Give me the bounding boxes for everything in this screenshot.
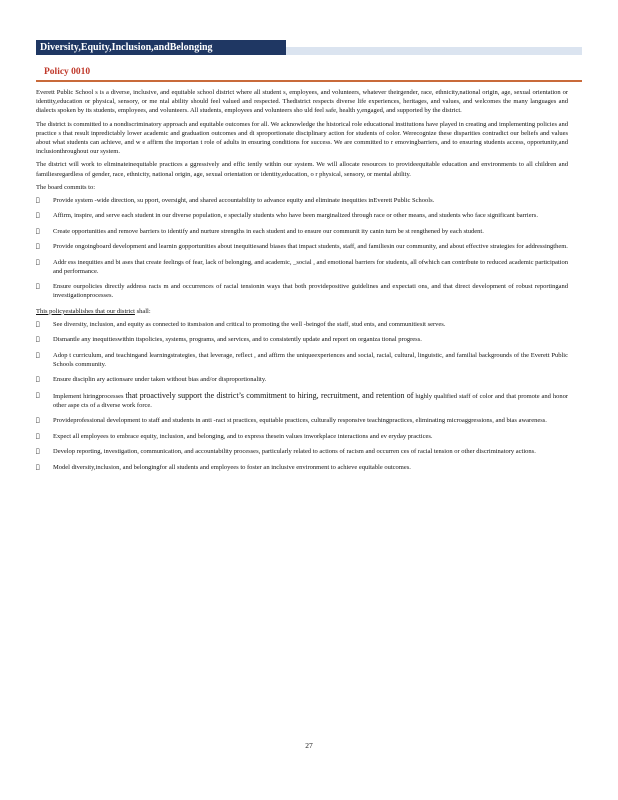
bullet-icon	[36, 447, 53, 456]
list-item: Adop t curriculum, and teachingand learningstrategies, that leverage, reflect , and affirm the uniqueexperiences and social, racial, cultural, linguistic, and familial backgrounds of the Everett Public Schools community.	[36, 351, 568, 369]
policy-body	[36, 88, 568, 478]
list-item: Dismantle any inequitieswithin itspolicies, systems, programs, and services, and to consistently update and report on organiza tional progress.	[36, 335, 568, 344]
list-item: Provide ongoingboard development and learnin gopportunities about inequitiesand biases that impact students, staff, and familiesin our community, and about effective strategies for addressingthem.	[36, 242, 568, 251]
page-number: 27	[305, 741, 313, 750]
list-item: Provideprofessional development to staff and students in anti -raci st practices, equitable practices, culturally responsive teachingpractices, eliminating microaggressions, and bias awareness.	[36, 416, 568, 425]
section-title: Diversity,Equity,Inclusion,andBelonging	[36, 40, 286, 55]
bullet-icon	[36, 258, 53, 276]
bullet-icon	[36, 416, 53, 425]
list-item: See diversity, inclusion, and equity as connected to itsmission and critical to promoting the well -beingof the staff, stud ents, and communitiesit serves.	[36, 320, 568, 329]
bullet-icon	[36, 282, 53, 300]
bullet-icon	[36, 432, 53, 441]
bullet-icon	[36, 463, 53, 472]
bullet-icon	[36, 375, 53, 384]
paragraph-eliminate: The district will work to eliminateinequitable practices a ggressively and effic iently within our system. We will allocate resources to provideequitable education and environments to all children and familiesregardless of gender, race, ethnicity, national origin, age, sexual orientation or identity,education, o r physical, sensory, or mental ability.	[36, 161, 568, 178]
bullet-icon	[36, 335, 53, 344]
bullet-icon	[36, 242, 53, 251]
title-rule	[286, 47, 582, 55]
paragraph-intro: Everett Public School s is a diverse, inclusive, and equitable school district where all student s, employees, and volunteers, whatever theirgender, race, ethnicity,national origin, age, sexual orientation or identity,education or physical, sensory, or me ntal ability should feel valued and respected. Thedistrict respects diverse life experiences, heritages, and values, and welcomes the many languages and dialects spoken by its students, employees, and volunteers. All students, employees and volunteers sho uld feel safe, health y,engaged, and supported by the district.	[36, 89, 568, 115]
bullet-icon	[36, 391, 53, 410]
list-item: Model diversity,inclusion, and belongingfor all students and employees to foster an inclusive environment to achieve equitable outcomes.	[36, 463, 568, 472]
list-item: Develop reporting, investigation, communication, and accountability processes, particularly related to actions of racism and occurren ces of racial tension or other discriminatory actions.	[36, 447, 568, 456]
paragraph-policy-establishes: This policyestablishes that our district shall:	[36, 307, 151, 315]
list-item: Addr ess inequities and bi ases that create feelings of fear, lack of belonging, and academic, _social , and emotional barriers for students, all ofwhich can contribute to reduced academic participation and performance.	[36, 258, 568, 276]
list-item: Provide system -wide direction, su pport, oversight, and shared accountability to advance equity and eliminate inequities inEverett Public Schools.	[36, 196, 568, 205]
list-item: Ensure ourpolicies directly address racis m and occurrences of racial tensionin ways that both providepositive guidelines and expectati ons, and that direct development of robust reportingand investigationprocesses.	[36, 282, 568, 300]
list-item: Ensure disciplin ary actionsare under taken without bias and/or disproportionality.	[36, 375, 568, 384]
bullet-icon	[36, 227, 53, 236]
paragraph-board-commits: The board commits to:	[36, 183, 96, 191]
paragraph-commitment: The district is committed to a nondiscriminatory approach and equitable outcomes for all. We acknowledge the historical role educational institutions have played in creating and implementing policies and practice s that result inpredictably lower academic and graduation outcomes and di sproportionate disciplinary action for students of color. Werecognize these disparities contradict our beliefs and values about what students can achieve, and w e affirm the importan t role of adults in ensuring conditions for success. We are committed to r emovingbarriers, and to ensuring students access, opportunity,and inclusionthroughout our system.	[36, 120, 568, 156]
list-item: Affirm, inspire, and serve each student in our diverse population, e specially students who have been marginalized through race or other means, and students who face significant barriers.	[36, 211, 568, 220]
list-item: Create opportunities and remove barriers to identify and nurture strengths in each student and to ensure our communit ity canin turn be st rengthened by each student.	[36, 227, 568, 236]
bullet-icon	[36, 196, 53, 205]
list-item: Expect all employees to embrace equity, inclusion, and belonging, and to express thesein values inworkplace interactions and ev eryday practices.	[36, 432, 568, 441]
policy-rule	[36, 80, 582, 82]
list-item: Implement hiringprocesses that proactively support the district’s commitment to hiring, recruitment, and retention of highly qualified staff of color and that promote and honor other aspe cts of a diverse work force.	[36, 391, 568, 410]
bullet-icon	[36, 351, 53, 369]
bullet-icon	[36, 211, 53, 220]
policy-label: Policy 0010	[44, 67, 91, 77]
bullet-icon	[36, 320, 53, 329]
